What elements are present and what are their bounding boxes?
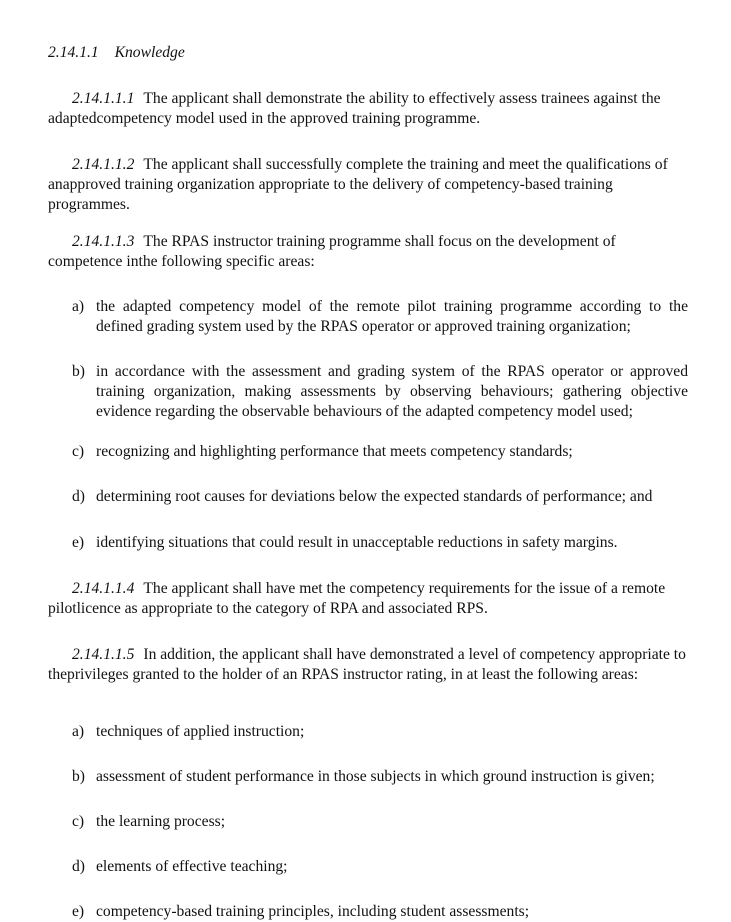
list-item-label: e) [72, 903, 85, 920]
paragraph-number: 2.14.1.1.4 [72, 580, 135, 597]
list-item-label: d) [72, 858, 85, 875]
list-item-text: assessment of student performance in those subjects in which ground instruction is given; [96, 768, 655, 785]
paragraph-text: The applicant shall have met the competency requirements for the issue of a remote pilotlicence as appropriate to the category of RPA and associated RPS. [48, 580, 666, 617]
section-number: 2.14.1.1 [48, 44, 99, 61]
list-item [72, 362, 688, 422]
list-item-text: determining root causes for deviations below the expected standards of performance; and [96, 488, 653, 505]
list-item-label: c) [72, 813, 85, 830]
paragraph-text: The RPAS instructor training programme shall focus on the development of competence inthe following specific areas: [48, 233, 616, 270]
list-item [72, 812, 688, 832]
list-item-label: d) [72, 488, 85, 505]
list-item-label: b) [72, 363, 85, 380]
list-item-text: the adapted competency model of the remote pilot training programme according to the defined grading system used by the RPAS operator or approved training organization; [96, 298, 688, 335]
list-item-text: in accordance with the assessment and grading system of the RPAS operator or approved training organization, making assessments by observing behaviours; gathering objective evidence regarding the observable behaviours of the adapted competency model used; [96, 363, 688, 420]
list-item-text: recognizing and highlighting performance that meets competency standards; [96, 443, 573, 460]
section-title: Knowledge [114, 44, 185, 61]
paragraph-number: 2.14.1.1.5 [72, 646, 135, 663]
paragraph-text: The applicant shall demonstrate the ability to effectively assess trainees against the adaptedcompetency model used in the approved training programme. [48, 90, 661, 127]
paragraph-number: 2.14.1.1.2 [72, 156, 135, 173]
list-item [72, 442, 688, 462]
list-item [72, 722, 688, 742]
list-item-text: identifying situations that could result in unacceptable reductions in safety margins. [96, 534, 618, 551]
list-item-label: a) [72, 298, 85, 315]
section-heading [48, 43, 185, 63]
list-item [72, 902, 688, 922]
list-item [72, 533, 688, 553]
paragraph-text: In addition, the applicant shall have demonstrated a level of competency appropriate to theprivileges granted to the holder of an RPAS instructor rating, in at least the following areas: [48, 646, 686, 683]
list-item [72, 487, 688, 507]
list-item-text: elements of effective teaching; [96, 858, 288, 875]
list-item-label: c) [72, 443, 85, 460]
list-item [72, 857, 688, 877]
list-item-label: a) [72, 723, 85, 740]
paragraph-2-14-1-1-5 [48, 645, 688, 685]
list-item-text: the learning process; [96, 813, 226, 830]
paragraph-2-14-1-1-3 [48, 232, 688, 272]
paragraph-2-14-1-1-1 [48, 89, 688, 129]
list-item-label: b) [72, 768, 85, 785]
list-item-text: competency-based training principles, including student assessments; [96, 903, 530, 920]
paragraph-text: The applicant shall successfully complete the training and meet the qualifications of anapproved training organization appropriate to the delivery of competency-based training programmes. [48, 156, 668, 213]
paragraph-2-14-1-1-4 [48, 579, 688, 619]
paragraph-2-14-1-1-2 [48, 155, 688, 215]
list-item-text: techniques of applied instruction; [96, 723, 305, 740]
list-item-label: e) [72, 534, 85, 551]
list-item [72, 297, 688, 337]
paragraph-number: 2.14.1.1.1 [72, 90, 135, 107]
list-item [72, 767, 688, 787]
paragraph-number: 2.14.1.1.3 [72, 233, 135, 250]
